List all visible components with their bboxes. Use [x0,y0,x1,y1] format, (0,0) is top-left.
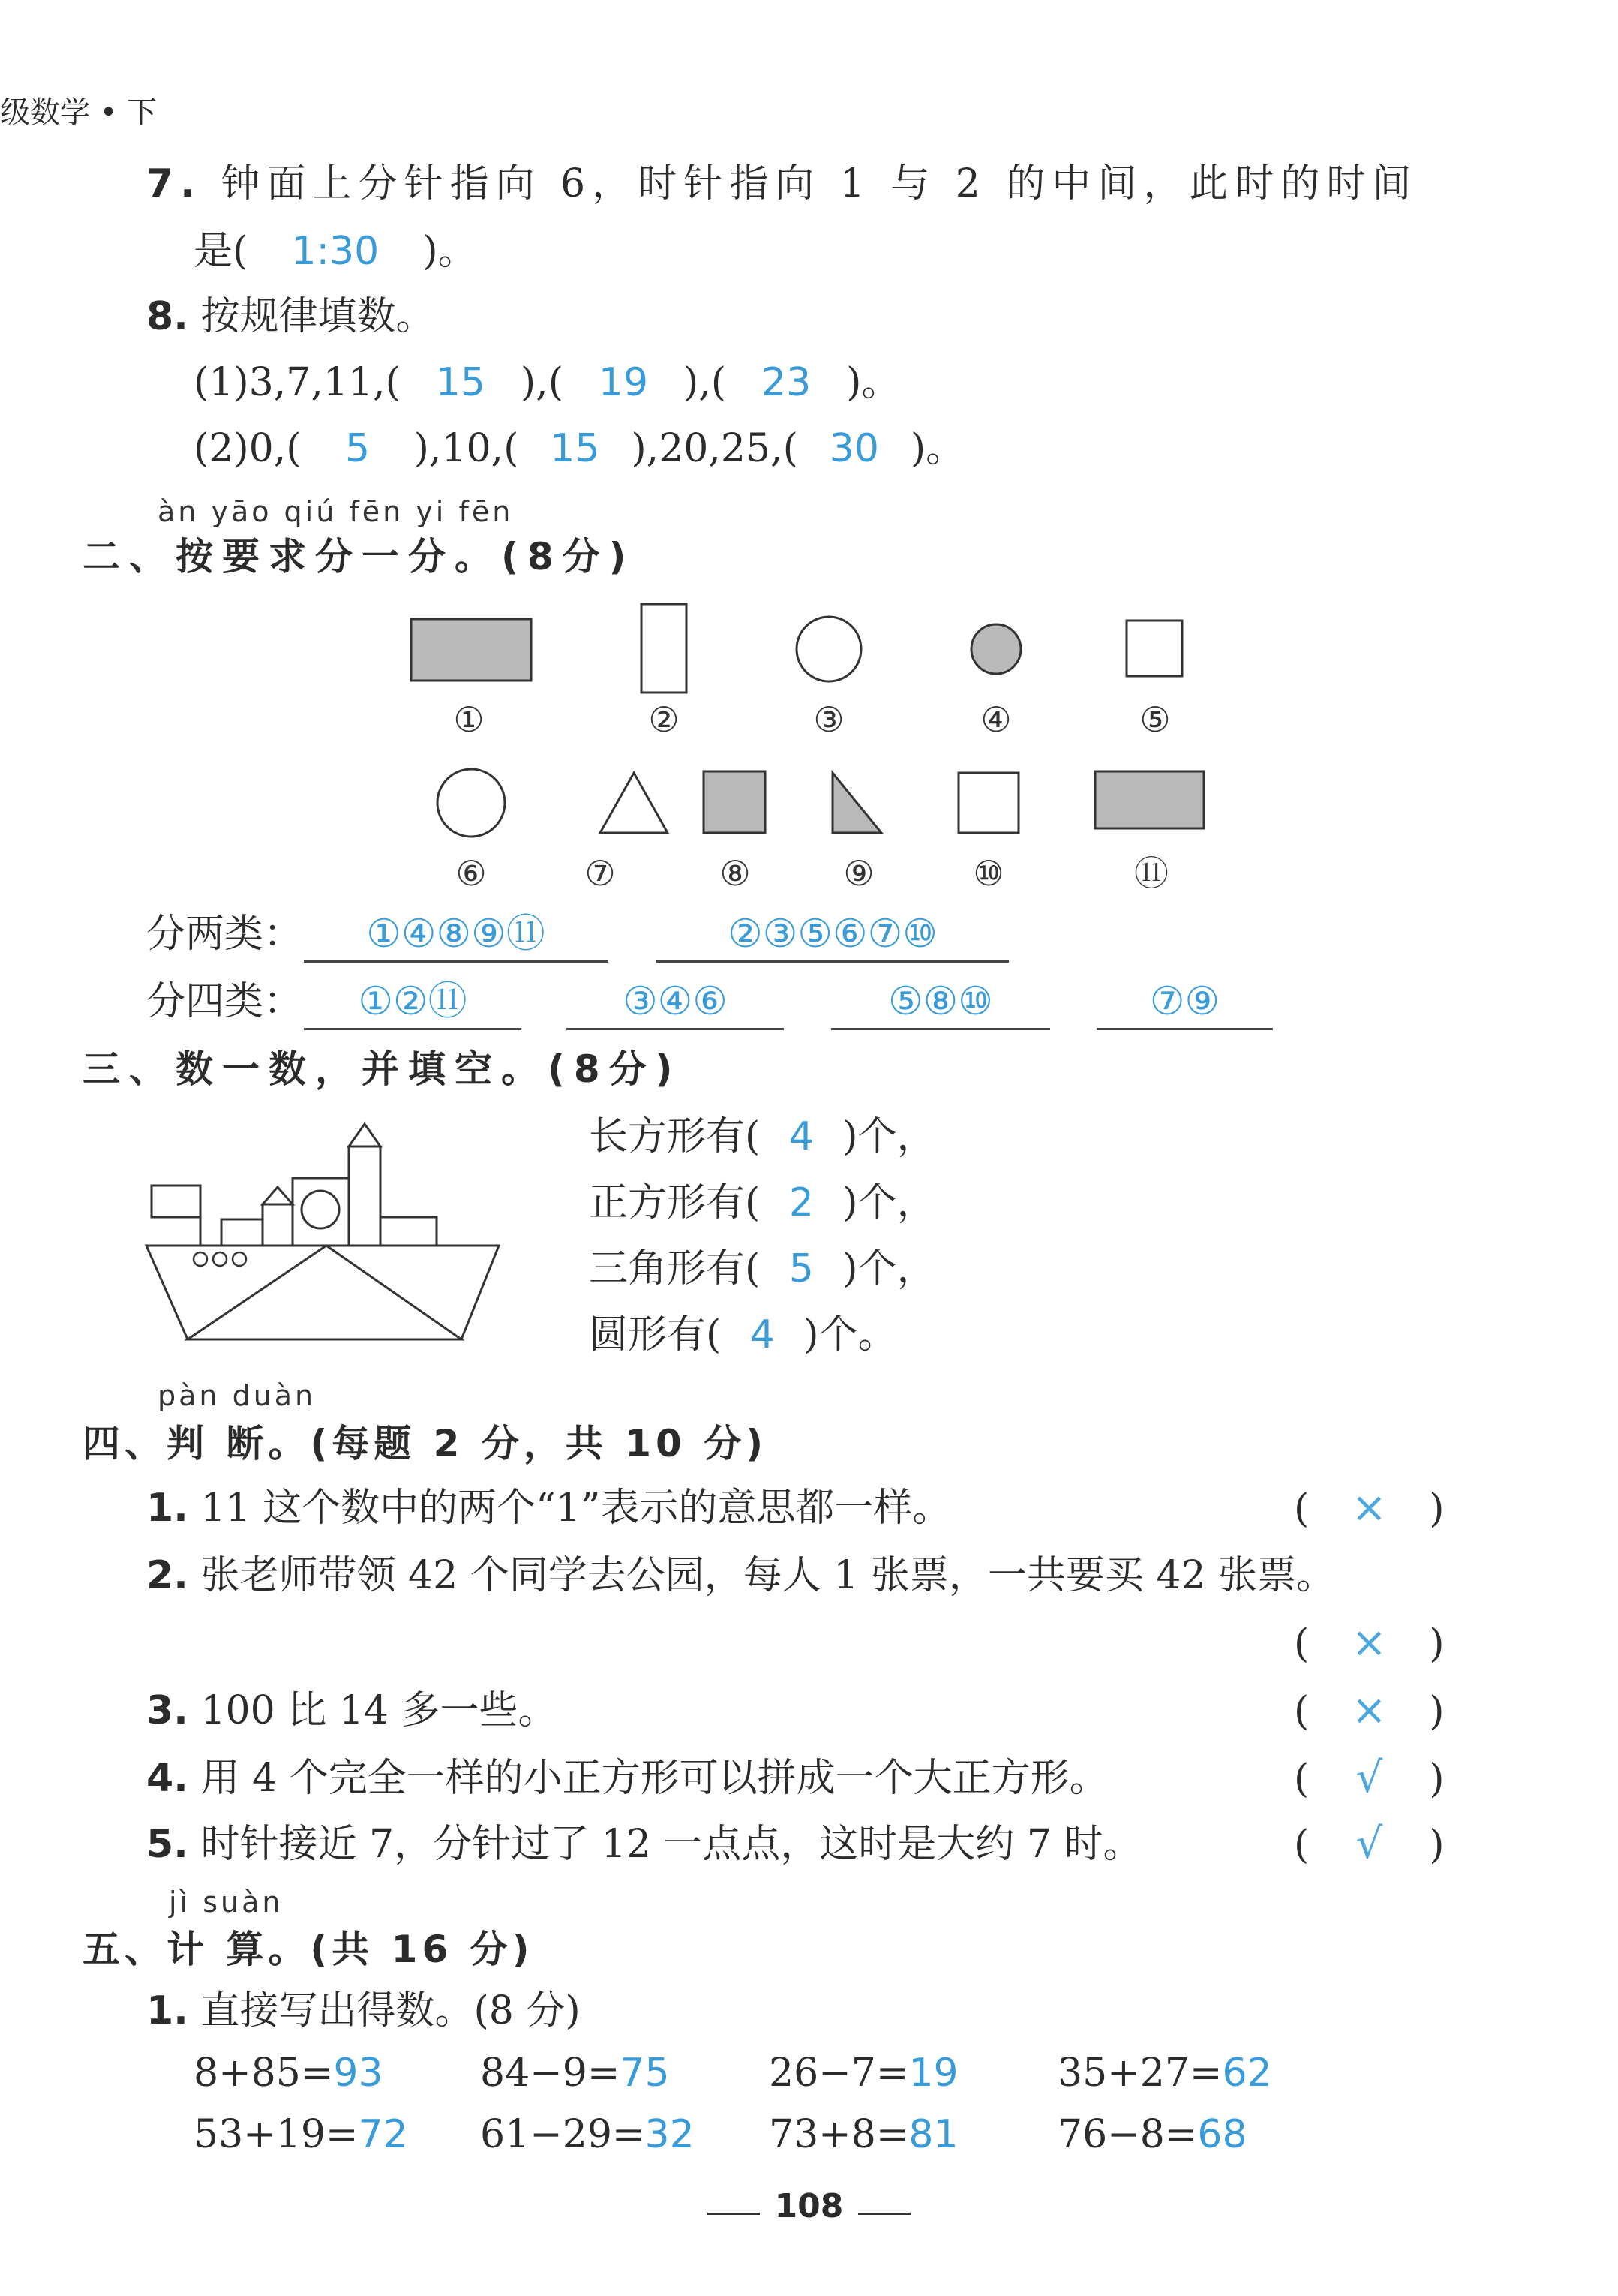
calc-expression: 26−7= [769,2051,909,2096]
calc-expression: 73+8= [769,2112,909,2157]
seq-answer: 5 [345,426,371,471]
shape-9-triangle [833,773,881,833]
shape-label: ⑧ [719,853,751,894]
question-number: 8. [146,294,188,339]
shape-label: ⑤ [1139,699,1171,740]
judge-mark-3 [1294,1688,1445,1734]
section-4-pinyin: pàn duàn [158,1379,317,1412]
calc-question-1 [146,1988,581,2033]
four-class-answer-1: ①②⑪ [358,979,467,1024]
calc-expression: 76−8= [1058,2112,1198,2157]
porthole [233,1252,246,1266]
calc-item [769,2112,959,2157]
ship-cabin-2 [263,1204,293,1246]
count-text: 长方形有( [589,1114,761,1159]
shape-7-triangle [600,773,668,833]
count-text: )个， [842,1180,936,1225]
question-number: 2. [146,1553,188,1598]
shape-label: ③ [813,699,845,740]
calc-item [480,2112,695,2157]
shape-11-rectangle [1095,771,1204,828]
section-2-pinyin: àn yāo qiú fēn yi fēn [158,495,514,528]
calc-answer: 68 [1197,2112,1247,2157]
section-5-pinyin: jì suàn [169,1886,284,1919]
calc-item [480,2051,670,2096]
footer-rule [858,2213,911,2215]
paren-open: ( [1294,1486,1310,1531]
paren-close: ) [1429,1823,1445,1868]
ship-hull-triangle [188,1246,461,1339]
judge-item-3 [146,1688,557,1733]
paren-close: ) [1429,1486,1445,1531]
section-5-heading: 五、计 算。(共 16 分) [83,1928,534,1971]
paren-open: ( [1294,1689,1310,1734]
answer-underline [831,1028,1050,1030]
shape-10-square [959,773,1019,833]
two-class-answer-1: ①④⑧⑨⑪ [366,912,545,957]
paren-close: )。 [422,229,477,274]
calc-item [194,2051,383,2096]
count-answer: 5 [788,1246,814,1291]
shape-label: ⑩ [973,853,1004,894]
calc-answer: 32 [644,2112,695,2157]
question-7 [146,161,1418,206]
judge-item-4 [146,1756,1109,1801]
seq-text: (1)3,7,11,( [194,360,401,405]
calc-expression: 35+27= [1058,2051,1223,2096]
cross-mark: × [1351,1618,1387,1667]
seq-answer: 19 [598,360,649,405]
calc-expression: 53+19= [194,2112,359,2157]
question-number: 1. [146,1486,188,1531]
four-class-answer-2: ③④⑥ [623,979,728,1024]
running-title: 级数学 • 下 [0,95,158,130]
shape-5-square [1127,621,1182,676]
question-number: 7. [146,161,202,206]
four-class-answer-3: ⑤⑧⑩ [888,979,993,1024]
shape-3-circle [797,617,861,681]
judge-item-1 [146,1486,951,1531]
count-text: 圆形有( [589,1312,722,1357]
question-number: 1. [146,1988,188,2033]
answer-underline [1097,1028,1273,1030]
answer-underline [304,1028,521,1030]
count-text: )个， [842,1114,936,1159]
judge-text: 时针接近 7，分针过了 12 一点点，这时是大约 7 时。 [200,1822,1142,1867]
shape-4-circle [971,624,1021,674]
calc-item [769,2051,959,2096]
shape-label: ① [453,699,485,740]
count-text: )个。 [803,1312,897,1357]
shape-label: ⑥ [455,853,487,894]
ship-hull [146,1246,499,1339]
judge-item-2 [146,1553,1335,1598]
cross-mark: × [1351,1686,1387,1735]
cross-mark: × [1351,1483,1387,1532]
two-class-answer-2: ②③⑤⑥⑦⑩ [728,912,938,957]
shape-1-rectangle [411,619,531,681]
answer-underline [566,1028,784,1030]
page-number: 108 [774,2187,844,2225]
ship-flag-rect [152,1186,200,1217]
count-text: 三角形有( [589,1246,761,1291]
judge-mark-4 [1294,1756,1445,1802]
count-circles [589,1312,897,1357]
calc-answer: 72 [358,2112,408,2157]
seq-text: ),( [683,360,727,405]
porthole [213,1252,227,1266]
question-8-title: 按规律填数。 [200,294,435,339]
calc-answer: 19 [908,2051,959,2096]
page-footer [0,2187,1618,2225]
calc-item [1058,2051,1272,2096]
answer-underline [656,960,1009,963]
calc-expression: 84−9= [480,2051,620,2096]
count-answer: 2 [788,1180,814,1225]
ship-window-circle [302,1191,339,1228]
two-class-label: 分两类： [146,912,303,957]
paren-close: ) [1429,1757,1445,1802]
calc-item [194,2112,408,2157]
ship-tower-roof [349,1124,380,1146]
judge-mark-2 [1294,1618,1445,1667]
section-3-heading: 三、数一数，并填空。(8分) [83,1047,682,1091]
shapes-figure [0,585,1618,915]
shape-label: ⑨ [843,853,875,894]
count-rectangles [589,1114,936,1159]
check-mark: √ [1355,1820,1383,1868]
shape-2-rectangle [641,604,686,693]
paren-open: ( [1294,1757,1310,1802]
ship-figure [135,1118,510,1351]
count-answer: 4 [749,1312,775,1357]
question-7-text: 钟面上分针指向 6，时针指向 1 与 2 的中间，此时的时间 [221,161,1418,206]
judge-text: 11 这个数中的两个“1”表示的意思都一样。 [200,1486,952,1531]
porthole [194,1252,207,1266]
count-triangles [589,1246,936,1291]
ship-tower [349,1146,380,1246]
paren-close: ) [1429,1689,1445,1734]
paren-close: ) [1429,1621,1445,1666]
judge-text: 张老师带领 42 个同学去公园，每人 1 张票，一共要买 42 张票。 [200,1553,1336,1598]
seq-answer: 23 [761,360,812,405]
shape-6-circle [437,769,505,837]
four-class-label: 分四类： [146,979,303,1024]
calc-answer: 75 [620,2051,670,2096]
seq-answer: 30 [829,426,879,471]
judge-item-5 [146,1822,1142,1867]
ship-cabin-1 [221,1219,263,1246]
count-answer: 4 [788,1114,814,1159]
seq-text: )。 [846,360,901,405]
section-4-heading: 四、判 断。(每题 2 分，共 10 分) [83,1422,768,1465]
judge-text: 100 比 14 多一些。 [200,1688,557,1733]
seq-text: )。 [910,426,965,471]
ship-rear-cabin [380,1217,437,1246]
question-number: 3. [146,1688,188,1733]
count-text: )个， [842,1246,936,1291]
paren-open: ( [1294,1823,1310,1868]
calc-answer: 93 [333,2051,383,2096]
seq-answer: 15 [435,360,485,405]
paren-open: 是( [194,229,248,274]
ship-small-roof [263,1187,293,1204]
answer-time: 1:30 [291,229,380,274]
shape-label: ⑪ [1134,853,1169,894]
question-7-answer-line [194,229,477,274]
seq-text: ),( [520,360,563,405]
calc-title: 直接写出得数。(8 分) [200,1988,581,2033]
count-text: 正方形有( [589,1180,761,1225]
shape-label: ④ [980,699,1012,740]
section-2-heading: 二、按要求分一分。(8分) [83,535,635,579]
shape-label: ② [648,699,680,740]
calc-item [1058,2112,1247,2157]
footer-rule [707,2213,760,2215]
judge-mark-5 [1294,1822,1445,1868]
check-mark: √ [1355,1754,1383,1802]
four-class-answer-4: ⑦⑨ [1149,979,1220,1024]
calc-expression: 8+85= [194,2051,334,2096]
question-8 [146,294,434,339]
count-squares [589,1180,936,1225]
judge-text: 用 4 个完全一样的小正方形可以拼成一个大正方形。 [200,1756,1109,1801]
seq-text: (2)0,( [194,426,302,471]
sequence-row-2 [194,426,965,471]
judge-mark-1 [1294,1483,1445,1532]
answer-underline [304,960,608,963]
calc-expression: 61−29= [480,2112,645,2157]
paren-open: ( [1294,1621,1310,1666]
sequence-row-1 [194,360,900,405]
seq-text: ),10,( [413,426,519,471]
calc-answer: 62 [1222,2051,1272,2096]
shape-label: ⑦ [584,853,616,894]
shape-8-square [704,771,765,833]
calc-answer: 81 [908,2112,959,2157]
seq-answer: 15 [550,426,600,471]
question-number: 4. [146,1756,188,1801]
seq-text: ),20,25,( [631,426,798,471]
question-number: 5. [146,1822,188,1867]
